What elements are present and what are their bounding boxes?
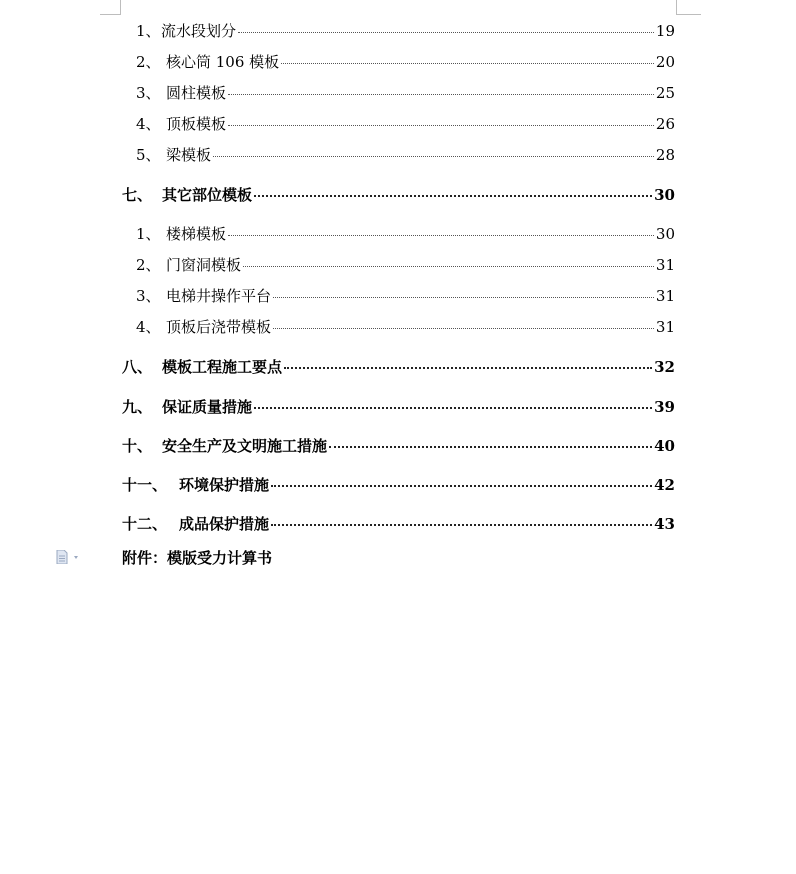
toc-entry-heading[interactable] [122,513,675,534]
toc-dot-leader [238,32,654,33]
toc-entry-title: 顶板模板 [166,115,227,133]
document-icon[interactable] [56,549,82,563]
toc-page-number: 43 [654,515,675,533]
toc-entry-title: 模板工程施工要点 [162,358,283,376]
toc-entry-number: 1、 [136,22,161,40]
toc-page-number: 32 [654,358,675,376]
toc-page-number: 30 [654,186,675,204]
toc-entry-number: 十二、 [122,515,168,533]
toc-dot-leader [254,407,652,409]
toc-entry-number: 3、 [136,287,161,305]
toc-dot-leader [281,63,654,64]
toc-page-number: 42 [654,476,675,494]
crop-mark-top-right [676,0,701,15]
toc-entry-heading[interactable] [122,184,675,205]
toc-entry-number: 3、 [136,84,161,102]
toc-entry-number: 十一、 [122,476,168,494]
toc-entry-title: 流水段划分 [161,22,237,40]
toc-entry-number: 九、 [122,398,153,416]
toc-page-number: 39 [654,398,675,416]
toc-dot-leader [254,195,652,197]
toc-entry[interactable] [136,82,675,103]
toc-entry-title: 梁模板 [166,146,212,164]
toc-entry-number: 4、 [136,115,161,133]
toc-entry-number: 2、 [136,53,161,71]
toc-entry[interactable] [136,113,675,134]
toc-entry-number: 4、 [136,318,161,336]
toc-page-number: 26 [655,115,675,133]
toc-dot-leader [243,266,654,267]
crop-mark-top-left [100,0,121,15]
toc-page-number: 31 [655,256,675,274]
toc-entry-heading[interactable] [122,435,675,456]
toc-entry[interactable] [136,20,675,41]
toc-entry[interactable] [136,144,675,165]
toc-dot-leader [228,235,654,236]
toc-page-number: 30 [655,225,675,243]
toc-entry-number: 七、 [122,186,153,204]
toc-page-number: 40 [654,437,675,455]
toc-entry-title: 成品保护措施 [179,515,270,533]
toc-dot-leader [273,328,654,329]
toc-dot-leader [273,297,654,298]
toc-entry[interactable] [136,254,675,275]
toc-entry-title: 门窗洞模板 [166,256,242,274]
toc-page-number: 31 [655,318,675,336]
toc-page-number: 28 [655,146,675,164]
toc-dot-leader [228,125,654,126]
toc-dot-leader [213,156,654,157]
toc-page-number: 31 [655,287,675,305]
toc-entry-title: 安全生产及文明施工措施 [162,437,328,455]
toc-entry[interactable] [136,285,675,306]
toc-entry-number: 1、 [136,225,161,243]
toc-entry-title: 核心筒 106 模板 [166,53,280,71]
toc-page-number: 25 [655,84,675,102]
toc-dot-leader [284,367,652,369]
toc-entry-heading[interactable] [122,474,675,495]
toc-dot-leader [228,94,654,95]
toc-dot-leader [329,446,652,448]
toc-entry-number: 十、 [122,437,153,455]
toc-entry-title: 顶板后浇带模板 [166,318,272,336]
toc-entry-heading[interactable] [122,356,675,377]
toc-entry-title: 电梯井操作平台 [166,287,272,305]
toc-entry[interactable] [136,223,675,244]
toc-entry-title: 楼梯模板 [166,225,227,243]
toc-entry[interactable] [136,316,675,337]
toc-page-number: 19 [655,22,675,40]
toc-entry-heading[interactable] [122,396,675,417]
toc-entry[interactable] [136,51,675,72]
toc-dot-leader [271,524,652,526]
toc-page-number: 20 [655,53,675,71]
toc-entry-title: 保证质量措施 [162,398,253,416]
toc-entry-title: 其它部位模板 [162,186,253,204]
toc-entry-number: 5、 [136,146,161,164]
toc-entry-title: 环境保护措施 [179,476,270,494]
toc-entry-number: 八、 [122,358,153,376]
toc-entry-number: 2、 [136,256,161,274]
appendix-entry[interactable]: 附件：模版受力计算书 [122,549,273,567]
toc-entry-title: 圆柱模板 [166,84,227,102]
toc-dot-leader [271,485,652,487]
